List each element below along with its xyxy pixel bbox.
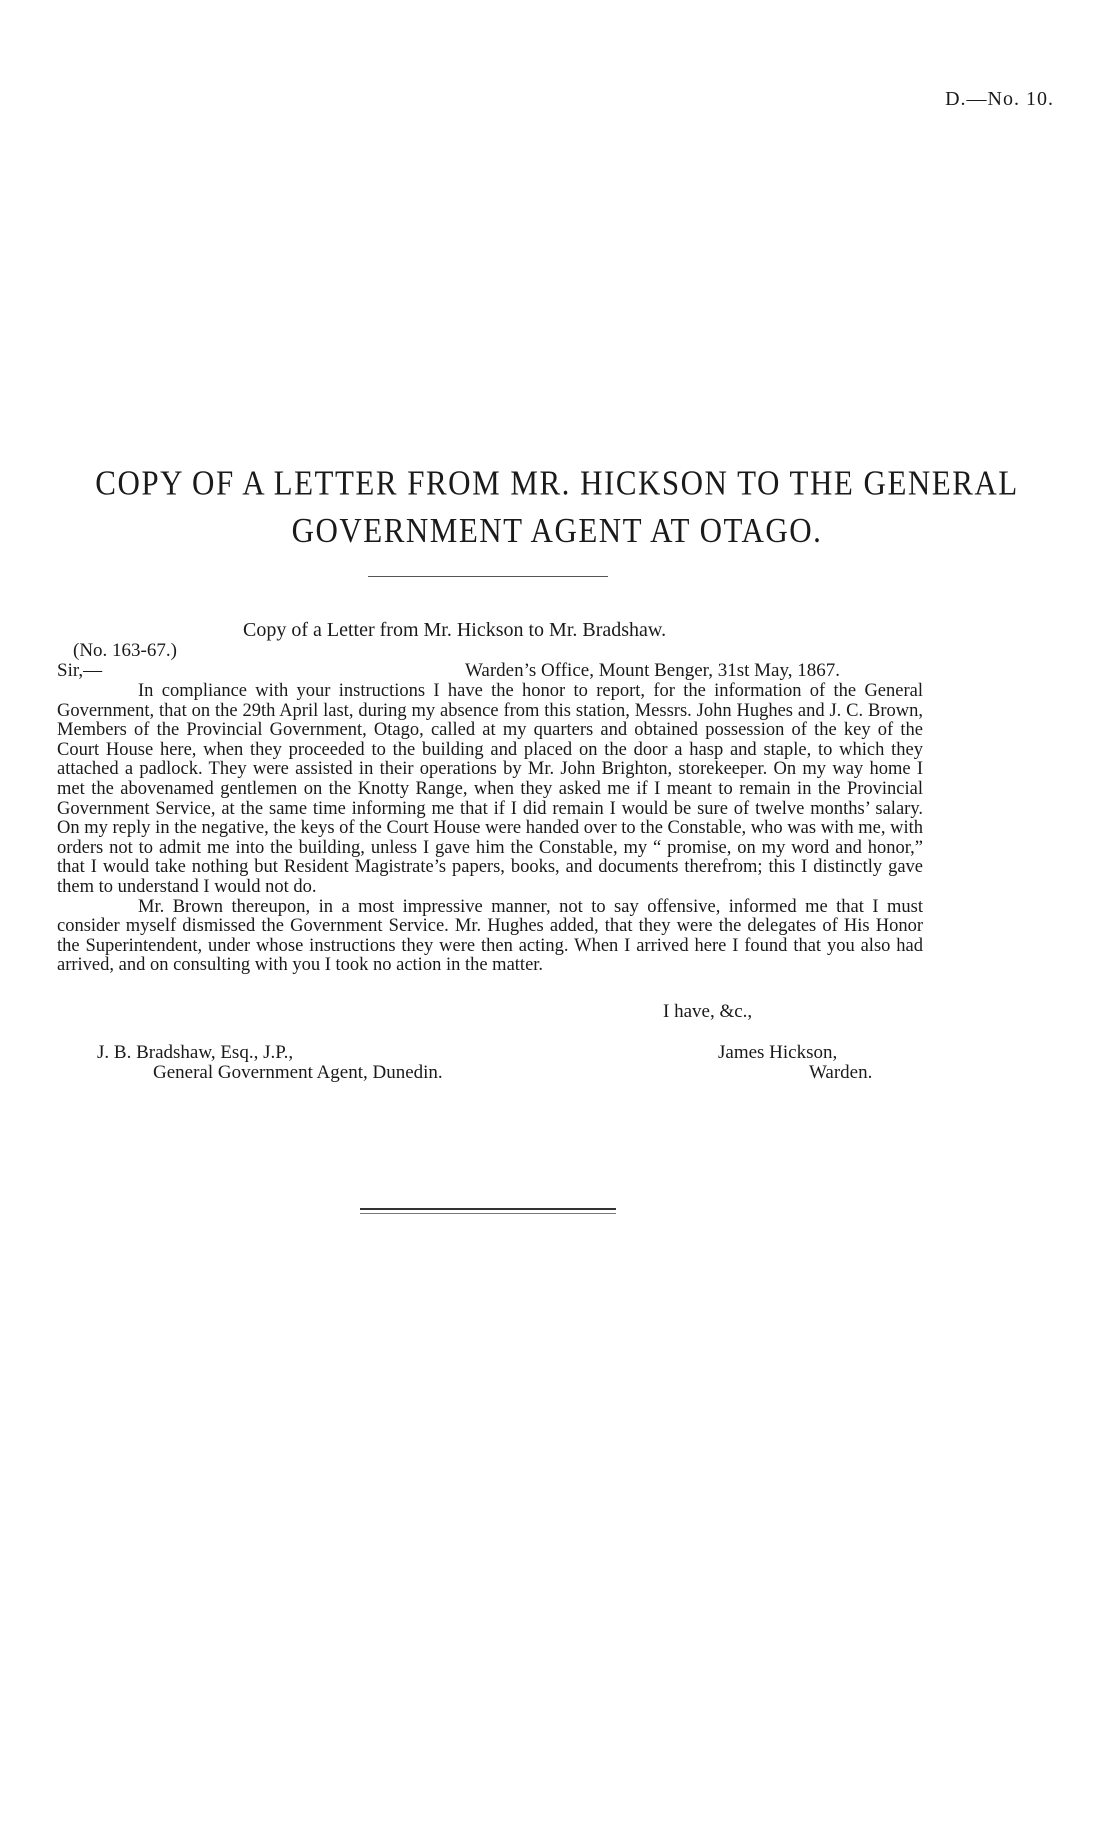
letter-paragraph: Mr. Brown thereupon, in a most impressive manner, not to say offensive, informed me that I must consider myself dismissed the Government Service. Mr. Hughes added, that they were the delegates of His Honor the Superintendent, under whose instructions they were then acting. When I arrived here I found that you also had arrived, and on consulting with you I took no action in the matter.: [57, 896, 923, 976]
signatory-name: James Hickson,: [718, 1042, 838, 1063]
letter-paragraph: In compliance with your instructions I have the honor to report, for the information of the General Government, that on the 29th April last, during my absence from this station, Messrs. John Hughes and J. C. Brown, Members of the Provincial Government, Otago, called at my quarters and obtained possession of the key of the Court House here, when they proceeded to the building and placed on the door a hasp and staple, to which they attached a padlock. They were assisted in their operations by Mr. John Brighton, storekeeper. On my way home I met the abovenamed gentlemen on the Knotty Range, when they asked me if I meant to remain in the Provincial Government Service, at the same time informing me that if I did remain I would be sure of twelve months’ salary. On my reply in the negative, the keys of the Court House were handed over to the Constable, who was with me, with orders not to admit me into the building, unless I gave him the Constable, my “ promise, on my word and honor,” that I would take nothing but Resident Magistrate’s papers, books, and documents therefrom; this I distinctly gave them to understand I would not do.: [57, 681, 923, 897]
main-title: [60, 460, 1054, 554]
page-reference: D.—No. 10.: [945, 88, 1054, 110]
end-divider: [360, 1208, 616, 1210]
letter-body: [57, 682, 923, 976]
signatory-title: Warden.: [809, 1062, 873, 1083]
addressee-name: J. B. Bradshaw, Esq., J.P.,: [97, 1042, 294, 1063]
main-title-line-1: COPY OF A LETTER FROM MR. HICKSON TO THE GENERAL: [95, 463, 1019, 503]
letter-subtitle: Copy of a Letter from Mr. Hickson to Mr. Bradshaw.: [243, 619, 667, 641]
closing: I have, &c.,: [663, 1001, 753, 1022]
letter-number: (No. 163-67.): [73, 640, 177, 661]
addressee-role: General Government Agent, Dunedin.: [153, 1062, 443, 1083]
dateline: Warden’s Office, Mount Benger, 31st May, 1867.: [465, 660, 840, 681]
main-title-line-2: GOVERNMENT AGENT AT OTAGO.: [291, 510, 823, 550]
title-divider: [368, 576, 608, 577]
salutation: Sir,—: [57, 660, 103, 681]
